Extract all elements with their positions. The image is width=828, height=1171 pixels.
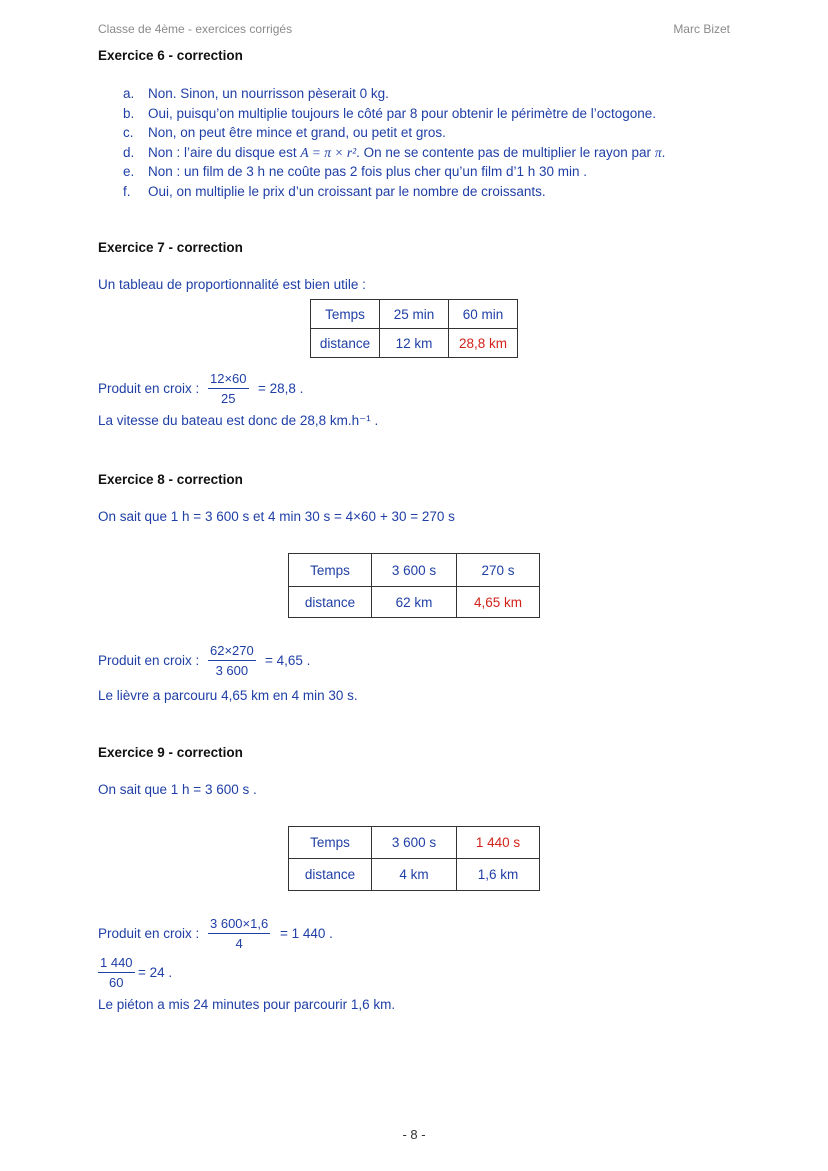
list-text-pre: Non : l’aire du disque est: [148, 144, 301, 160]
list-text-post: . On ne se contente pas de multiplier le rayon par: [356, 144, 655, 160]
ex7-intro: Un tableau de proportionnalité est bien utile :: [98, 277, 366, 292]
fraction-denominator: 4: [235, 936, 243, 951]
table-cell-answer: 28,8 km: [449, 329, 518, 358]
fraction-denominator: 3 600: [215, 663, 249, 678]
table-cell: 12 km: [380, 329, 449, 358]
list-text: [148, 145, 665, 161]
list-text: Non. Sinon, un nourrisson pèserait 0 kg.: [148, 86, 389, 101]
list-marker: b.: [123, 105, 135, 121]
fraction-bar: [98, 972, 135, 973]
ex9-result-minutes: = 24 .: [138, 965, 173, 980]
ex9-fraction: [208, 916, 270, 951]
ex9-table: [288, 826, 540, 891]
table-cell: 4 km: [372, 859, 457, 891]
table-row: [289, 554, 540, 587]
table-cell: Temps: [289, 554, 372, 587]
table-cell-answer: 1 440 s: [457, 827, 540, 859]
table-row: [289, 587, 540, 618]
disc-area-formula: A = π × r²: [300, 144, 357, 160]
ex7-croix-label: Produit en croix :: [98, 381, 200, 396]
fraction-denominator: 60: [109, 975, 124, 990]
table-cell: 25 min: [380, 300, 449, 329]
list-marker: f.: [123, 183, 131, 199]
list-item: [123, 106, 743, 126]
ex9-intro: On sait que 1 h = 3 600 s .: [98, 782, 257, 797]
ex8-croix-label: Produit en croix :: [98, 653, 200, 668]
ex7-title: Exercice 7 - correction: [98, 240, 243, 255]
list-item: [123, 125, 743, 145]
table-row: [289, 859, 540, 891]
ex9-result: = 1 440 .: [280, 926, 333, 941]
ex8-result: = 4,65 .: [265, 653, 311, 668]
ex6-title: Exercice 6 - correction: [98, 48, 243, 63]
table-cell: distance: [289, 859, 372, 891]
table-row: [311, 300, 518, 329]
header-left: Classe de 4ème - exercices corrigés: [98, 22, 293, 36]
list-item: [123, 184, 743, 204]
ex6-list: [123, 86, 743, 203]
fraction-numerator: 3 600×1,6: [210, 916, 269, 931]
table-cell: 3 600 s: [372, 554, 457, 587]
fraction-bar: [208, 388, 249, 389]
ex8-title: Exercice 8 - correction: [98, 472, 243, 487]
list-text: Non : un film de 3 h ne coûte pas 2 fois plus cher qu’un film d’1 h 30 min .: [148, 164, 587, 179]
list-marker: e.: [123, 164, 135, 179]
table-cell: Temps: [289, 827, 372, 859]
ex9-conclusion: Le piéton a mis 24 minutes pour parcourir 1,6 km.: [98, 997, 396, 1012]
ex9-title: Exercice 9 - correction: [98, 745, 243, 760]
fraction-denominator: 25: [221, 391, 236, 406]
fraction-numerator: 12×60: [210, 371, 247, 386]
list-item: [123, 145, 743, 165]
table-cell: 1,6 km: [457, 859, 540, 891]
ex8-fraction: [208, 643, 256, 678]
table-cell-answer: 4,65 km: [457, 587, 540, 618]
table-row: [311, 329, 518, 358]
ex8-table: [288, 553, 540, 618]
page-number: - 8 -: [402, 1127, 426, 1142]
pi-symbol: π: [654, 144, 662, 160]
table-cell: 62 km: [372, 587, 457, 618]
ex7-result: = 28,8 .: [258, 381, 304, 396]
fraction-bar: [208, 933, 270, 934]
list-marker: d.: [123, 144, 135, 160]
list-marker: a.: [123, 86, 135, 101]
list-item: [123, 164, 743, 184]
fraction-bar: [208, 660, 256, 661]
table-cell: 270 s: [457, 554, 540, 587]
fraction-numerator: 62×270: [210, 643, 254, 658]
header-right: Marc Bizet: [673, 22, 730, 36]
table-cell: Temps: [311, 300, 380, 329]
ex7-table: [310, 299, 518, 358]
list-text: Oui, on multiplie le prix d’un croissant par le nombre de croissants.: [148, 183, 546, 199]
ex8-conclusion: Le lièvre a parcouru 4,65 km en 4 min 30 s.: [98, 688, 358, 703]
table-cell: 60 min: [449, 300, 518, 329]
ex9-croix-label: Produit en croix :: [98, 926, 200, 941]
table-cell: distance: [289, 587, 372, 618]
list-item: [123, 86, 743, 106]
ex8-intro: On sait que 1 h = 3 600 s et 4 min 30 s = 4×60 + 30 = 270 s: [98, 509, 455, 524]
list-text-end: .: [661, 144, 666, 160]
fraction-numerator: 1 440: [100, 955, 133, 970]
ex7-conclusion: La vitesse du bateau est donc de 28,8 km.h⁻¹ .: [98, 413, 379, 428]
list-text: Oui, puisqu’on multiplie toujours le côté par 8 pour obtenir le périmètre de l’octogone.: [148, 105, 657, 121]
list-marker: c.: [123, 125, 134, 140]
table-cell: 3 600 s: [372, 827, 457, 859]
ex9-fraction-minutes: [98, 955, 135, 990]
list-text: Non, on peut être mince et grand, ou petit et gros.: [148, 125, 446, 140]
table-row: [289, 827, 540, 859]
table-cell: distance: [311, 329, 380, 358]
ex7-fraction: [208, 371, 249, 406]
